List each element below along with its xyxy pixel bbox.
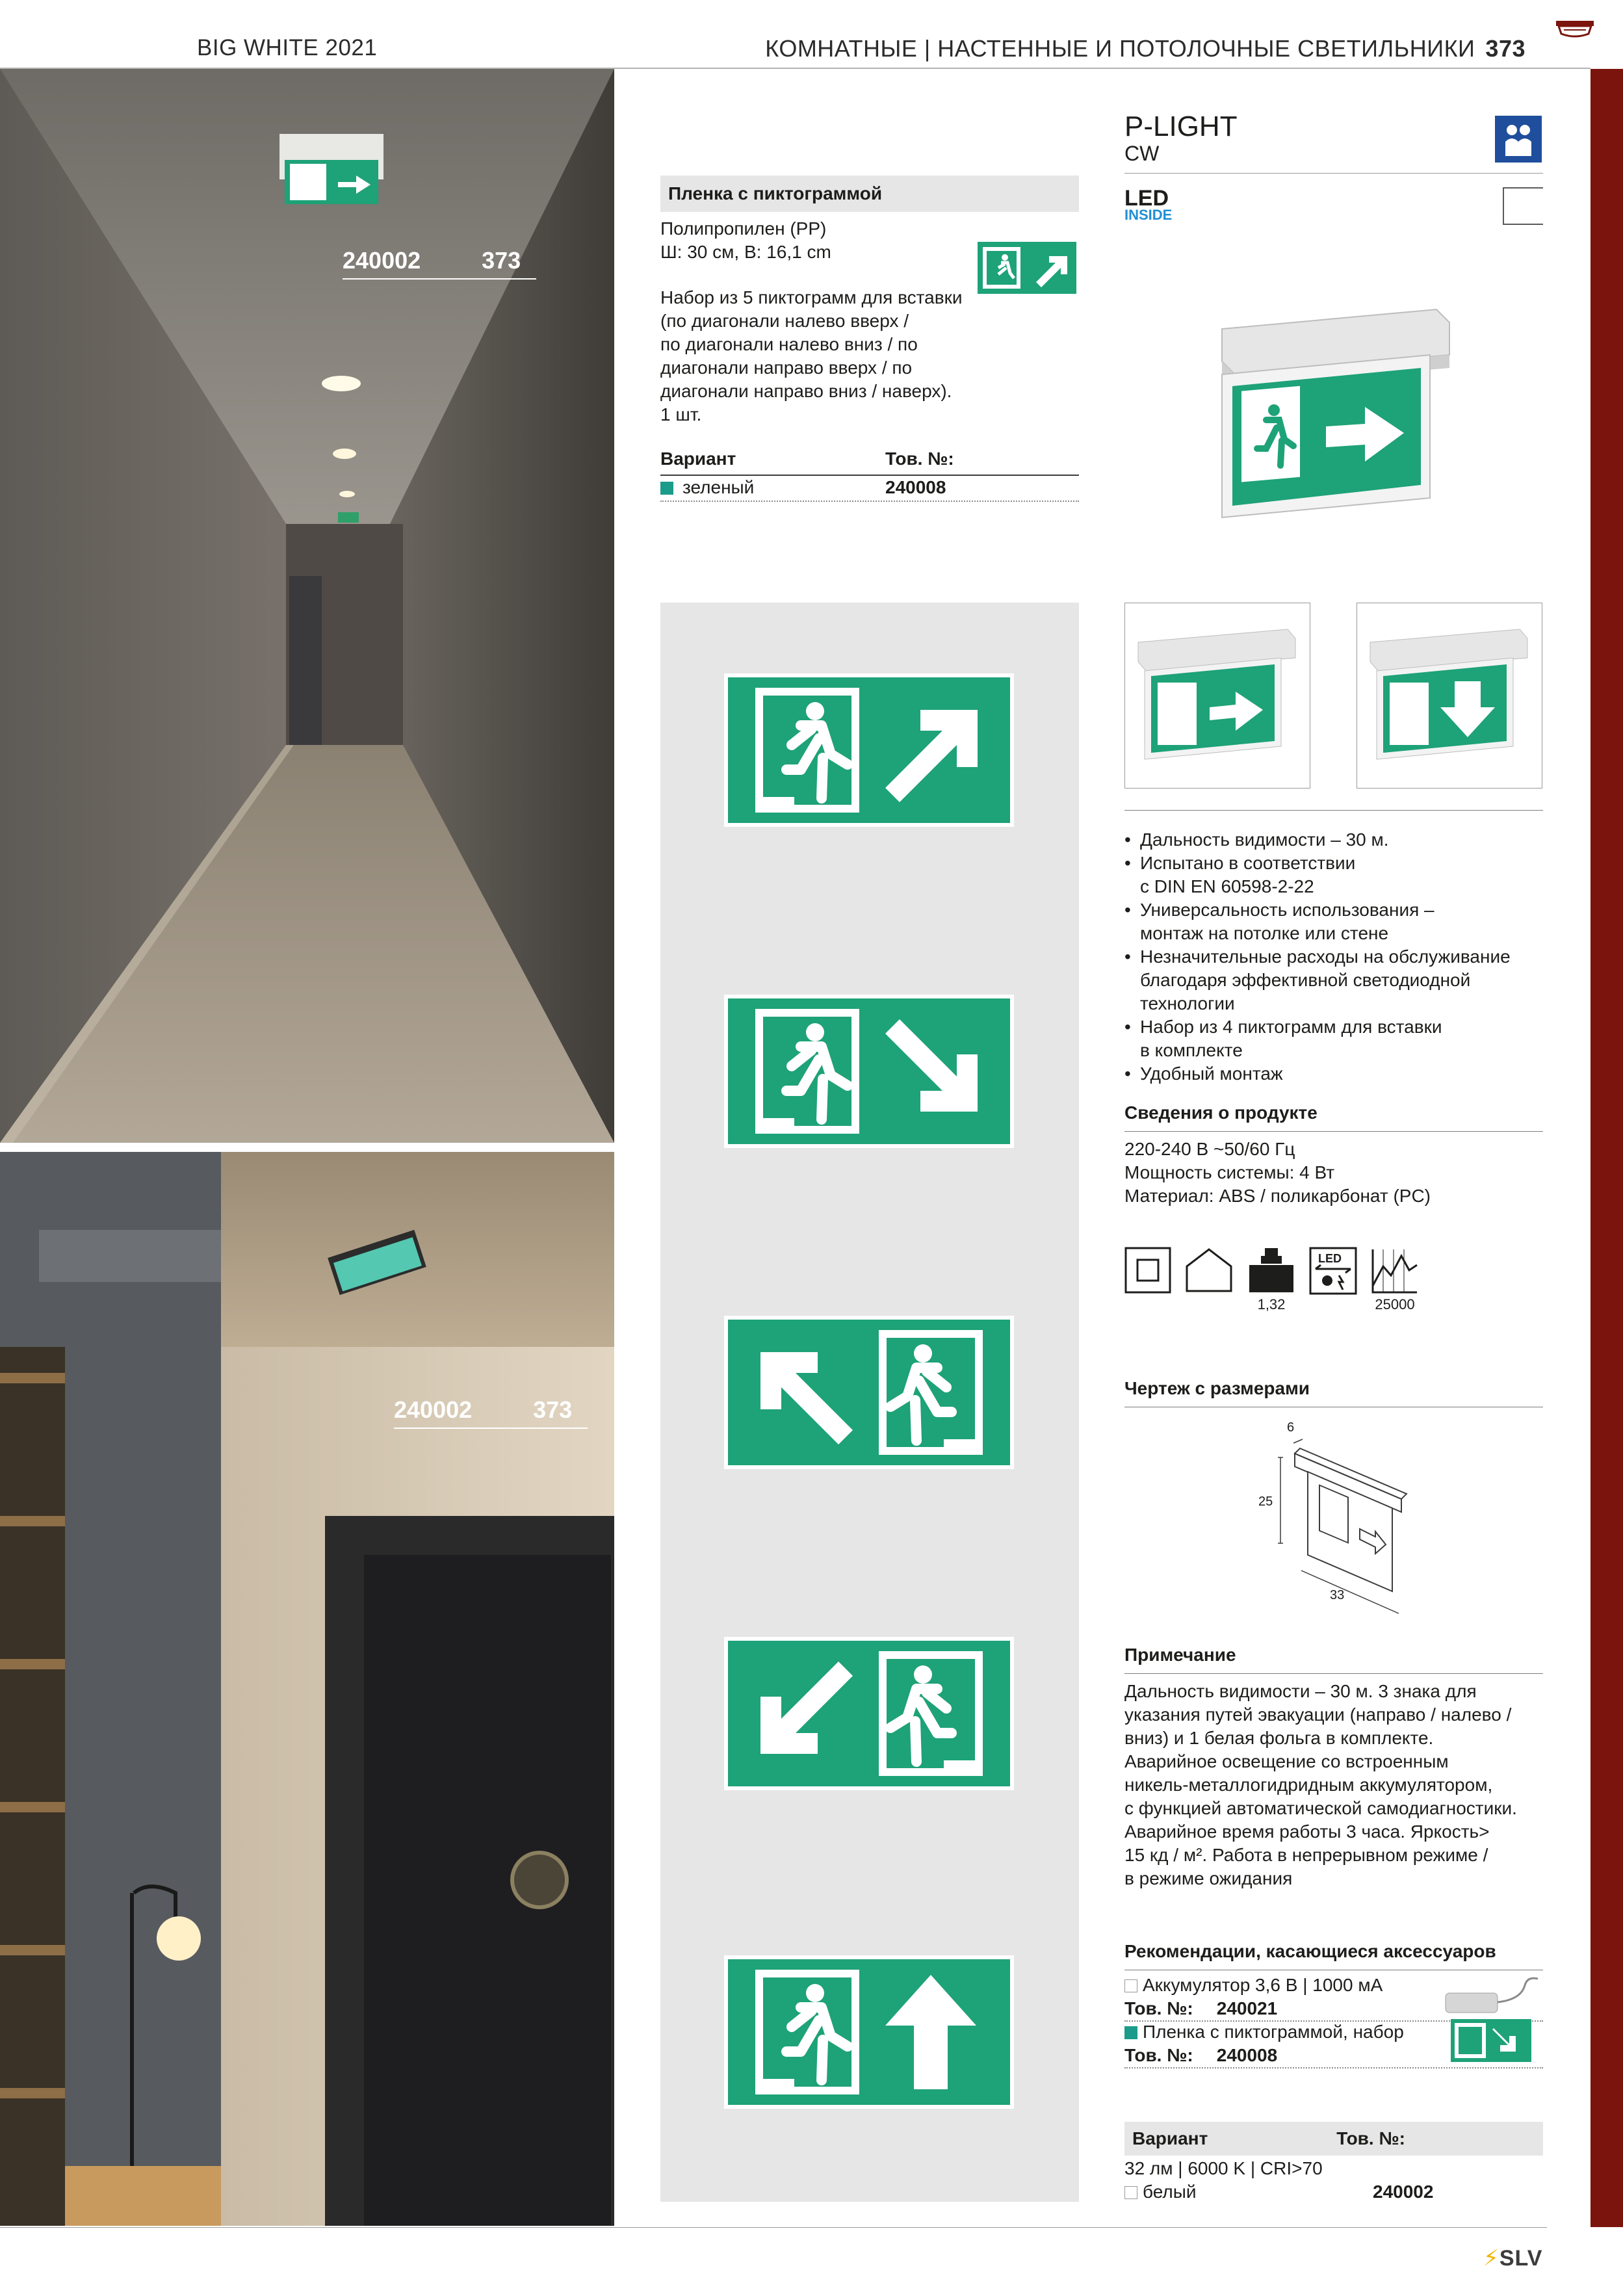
accessory-film-code: 240008 (1216, 2045, 1278, 2065)
page-number: 373 (1485, 35, 1526, 62)
lifetime-value: 25000 (1375, 1296, 1415, 1312)
corridor-image (0, 69, 614, 1143)
thumbnail-down-image (1357, 603, 1542, 788)
note-line: в режиме ожидания (1124, 1868, 1293, 1888)
variant-code: 240002 (1373, 2182, 1434, 2202)
pictogram-up-right (724, 673, 1014, 827)
pictogram-down-right (724, 995, 1014, 1148)
note-text (1124, 1680, 1566, 1890)
note-heading: Примечание (1124, 1645, 1236, 1665)
feature-item: • Дальность видимости – 30 м. (1124, 828, 1553, 852)
accessories-heading: Рекомендации, касающиеся аксессуаров (1124, 1941, 1496, 1961)
photo-1-label (343, 247, 536, 280)
led-exchange-icon (1309, 1247, 1357, 1295)
variant-code-label: Тов. №: (1336, 2128, 1405, 2148)
info-line: 220-240 В ~50/60 Гц (1124, 1139, 1295, 1159)
photo-2-code: 240002 (394, 1396, 473, 1423)
pictogram-up-left (724, 1316, 1014, 1469)
slv-spark-icon: ⚡ (1483, 2246, 1500, 2271)
film-desc-line: по диагонали налево вниз / по (660, 334, 918, 354)
interior-image (0, 1152, 614, 2226)
accessory-battery-code-row (1124, 1997, 1277, 2020)
product-title: P-LIGHT (1124, 111, 1238, 142)
accessory-film-code-row (1124, 2044, 1277, 2067)
weight-icon (1247, 1247, 1296, 1294)
battery-image (1443, 1974, 1540, 2019)
note-line: вниз) и 1 белая фольга в комплекте. (1124, 1728, 1434, 1748)
info-block (1124, 1138, 1431, 1208)
led-exchange-text: LED (1318, 1252, 1342, 1265)
film-table-col-code: Тов. №: (885, 449, 954, 469)
accessory-divider (1124, 2067, 1543, 2068)
accessory-battery-name: Аккумулятор 3,6 В | 1000 мА (1143, 1975, 1383, 1995)
feature-item-cont: монтаж на потолке или стене (1140, 923, 1389, 943)
note-line: указания путей эвакуации (направо / налево / (1124, 1704, 1512, 1725)
film-pictogram-thumbnail (978, 242, 1076, 294)
dimension-drawing (1248, 1417, 1417, 1625)
note-line: Дальность видимости – 30 м. 3 знака для (1124, 1681, 1477, 1701)
film-desc-line: Набор из 5 пиктограмм для вставки (660, 287, 963, 307)
accessory-film-code-label: Тов. №: (1124, 2045, 1193, 2065)
film-size: Ш: 30 см, В: 16,1 cm (660, 242, 831, 262)
note-line: никель-металлогидридным аккумулятором, (1124, 1775, 1493, 1795)
product-main-image (1209, 303, 1456, 530)
note-line: 15 кд / м². Работа в непрерывном режиме / (1124, 1845, 1488, 1865)
people-icon (1495, 116, 1542, 163)
note-line: Аварийное время работы 3 часа. Яркость> (1124, 1821, 1490, 1842)
feature-item-cont: технологии (1140, 993, 1235, 1013)
photo-interior (0, 1152, 614, 2226)
feature-item: • Удобный монтаж (1124, 1062, 1553, 1086)
variant-col-label: Вариант (1132, 2128, 1208, 2148)
feature-item: • Набор из 4 пиктограмм для вставки (1124, 1015, 1553, 1039)
variant-spec: 32 лм | 6000 K | CRI>70 (1124, 2158, 1323, 2178)
note-line: с функцией автоматической самодиагностики. (1124, 1798, 1517, 1818)
color-swatch-green (660, 482, 673, 495)
film-code: 240008 (885, 477, 946, 497)
color-swatch-green (1124, 2026, 1137, 2039)
film-table-col-variant: Вариант (660, 449, 736, 469)
film-table-row (660, 476, 754, 499)
svg-text:LED: LED (1124, 186, 1169, 211)
variant-name: белый (1143, 2182, 1197, 2202)
feature-item: • Универсальность использования – (1124, 898, 1553, 922)
note-line: Аварийное освещение со встроенным (1124, 1751, 1449, 1771)
footer-divider (0, 2227, 1547, 2228)
film-row-divider (660, 501, 1079, 502)
catalog-title: BIG WHITE 2021 (197, 35, 378, 60)
pictogram-down-left (724, 1637, 1014, 1790)
feature-item-cont: в комплекте (1140, 1040, 1243, 1060)
thumbnail-down-arrow[interactable] (1357, 603, 1542, 789)
info-heading: Сведения о продукте (1124, 1102, 1318, 1123)
accessory-film-name: Пленка с пиктограммой, набор (1143, 2022, 1404, 2042)
film-variant: зеленый (682, 477, 755, 497)
thumbnail-right-image (1125, 603, 1310, 788)
photo-1-code: 240002 (343, 247, 421, 274)
variant-row[interactable] (1124, 2180, 1196, 2204)
film-desc-line: диагонали направо вниз / наверх). (660, 381, 952, 401)
side-accent-band (1591, 69, 1623, 2227)
section-title (765, 35, 1526, 62)
note-divider (1124, 1673, 1543, 1674)
features-divider (1124, 810, 1543, 811)
accessory-battery-code: 240021 (1216, 1998, 1278, 2018)
dim-depth: 6 (1287, 1420, 1295, 1435)
photo-2-page: 373 (533, 1396, 573, 1423)
accessory-battery[interactable] (1124, 1974, 1383, 1997)
film-accessory-image (1451, 2019, 1531, 2062)
empty-box-icon (1503, 187, 1543, 225)
accessory-battery-code-label: Тов. №: (1124, 1998, 1193, 2018)
feature-item-cont: с DIN EN 60598-2-22 (1140, 876, 1314, 896)
film-material: Полипропилен (PP) (660, 218, 827, 239)
ceiling-lamp-icon (1552, 14, 1598, 48)
led-inside-label: INSIDE (1124, 207, 1173, 223)
color-swatch-white (1124, 2186, 1137, 2199)
film-desc-line: 1 шт. (660, 404, 702, 424)
thumbnail-right-arrow[interactable] (1124, 603, 1310, 789)
brand-name: SLV (1499, 2246, 1543, 2271)
dim-width: 33 (1330, 1588, 1345, 1602)
feature-item-cont: благодаря эффективной светодиодной (1140, 970, 1471, 990)
photo-1-page: 373 (482, 247, 521, 274)
feature-item: • Незначительные расходы на обслуживание (1124, 945, 1553, 969)
film-description (660, 286, 972, 426)
slv-logo (1483, 2245, 1542, 2271)
indoor-icon (1184, 1247, 1234, 1294)
feature-item: • Испытано в соответствии (1124, 852, 1553, 875)
product-subtitle: CW (1124, 142, 1160, 165)
feature-list (1124, 828, 1553, 1086)
lifetime-icon (1370, 1247, 1420, 1295)
film-desc-line: (по диагонали налево вверх / (660, 311, 909, 331)
info-line: Материал: ABS / поликарбонат (PC) (1124, 1186, 1431, 1206)
class-ii-icon (1124, 1247, 1171, 1294)
film-heading: Пленка с пиктограммой (660, 176, 1079, 212)
photo-corridor (0, 69, 614, 1143)
photo-2-label (394, 1396, 588, 1429)
variant-table-header (1124, 2122, 1543, 2156)
info-line: Мощность системы: 4 Вт (1124, 1162, 1335, 1182)
dim-height: 25 (1258, 1494, 1273, 1509)
title-divider (1124, 173, 1543, 174)
accessory-film[interactable] (1124, 2020, 1404, 2044)
info-divider (1124, 1131, 1543, 1132)
drawing-heading: Чертеж с размерами (1124, 1378, 1310, 1398)
checkbox-empty-icon (1124, 1979, 1137, 1992)
pictogram-up (724, 1955, 1014, 2109)
weight-value: 1,32 (1257, 1296, 1286, 1312)
film-desc-line: диагонали направо вверх / по (660, 358, 913, 378)
section-title-text: КОМНАТНЫЕ | НАСТЕННЫЕ И ПОТОЛОЧНЫЕ СВЕТИЛЬНИКИ (765, 35, 1475, 62)
